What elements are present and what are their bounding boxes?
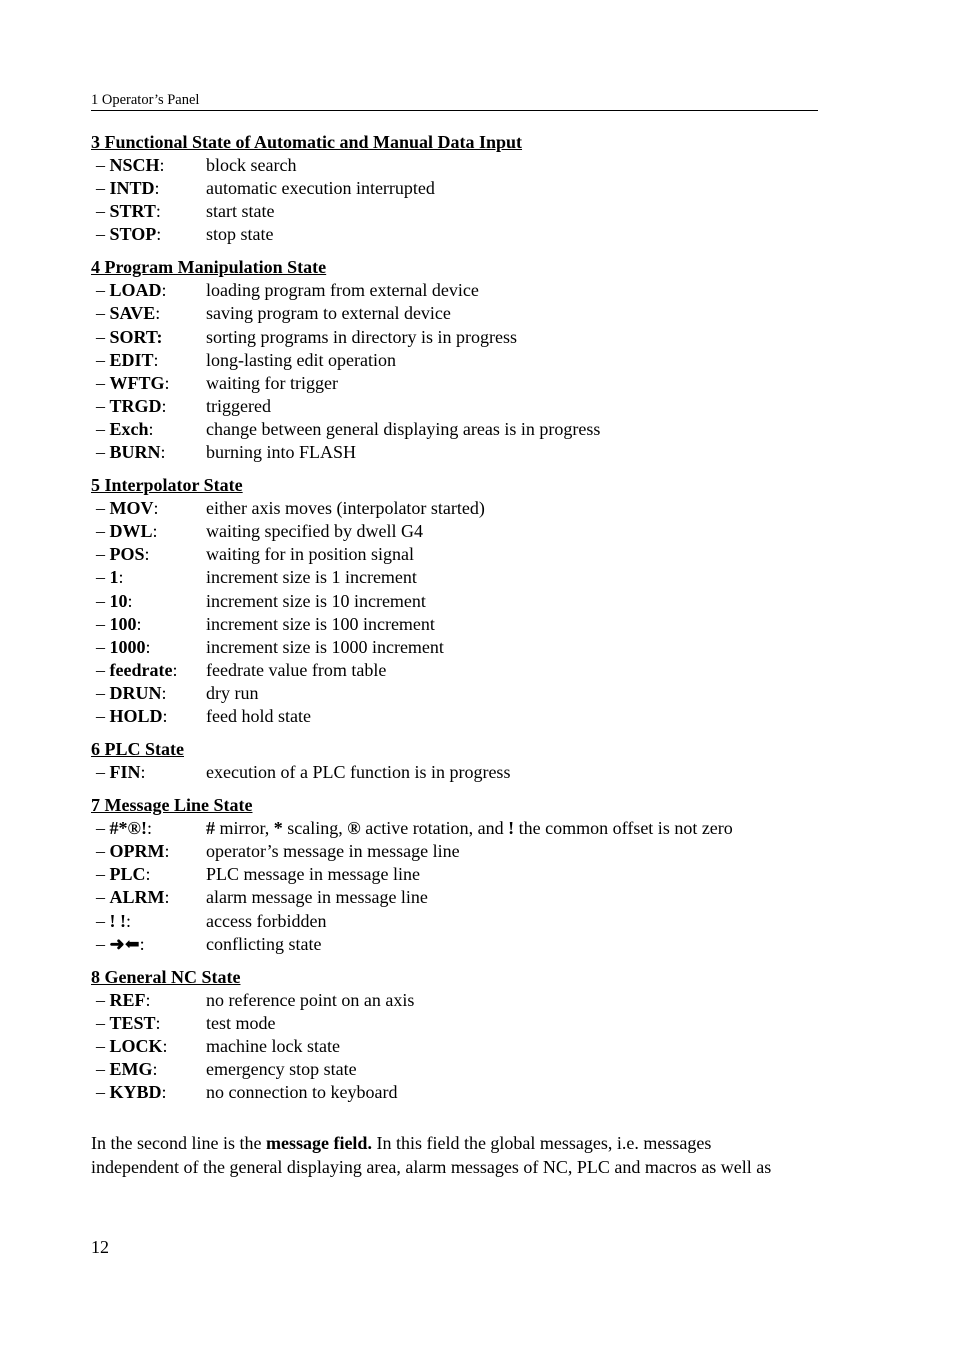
state-item (91, 1035, 831, 1058)
state-description (206, 817, 831, 840)
item-colon: : (145, 636, 151, 657)
state-item (91, 566, 831, 589)
state-item (91, 1058, 831, 1081)
state-description: test mode (206, 1012, 276, 1033)
state-code-label: INTD (109, 178, 155, 199)
state-description: feed hold state (206, 705, 311, 726)
item-colon: : (172, 659, 178, 680)
section (91, 474, 831, 728)
item-colon: : (144, 544, 150, 565)
state-item (91, 223, 831, 246)
item-colon: : (164, 372, 170, 393)
state-description: waiting for trigger (206, 372, 338, 393)
state-code (91, 200, 206, 223)
state-item (91, 177, 831, 200)
item-dash: – (96, 659, 110, 680)
state-item (91, 659, 831, 682)
state-code (91, 372, 206, 395)
item-dash: – (96, 442, 110, 463)
item-colon: : (145, 864, 151, 885)
state-item (91, 682, 831, 705)
state-code (91, 705, 206, 728)
item-dash: – (96, 178, 110, 199)
state-code (91, 1012, 206, 1035)
state-code (91, 989, 206, 1012)
state-item (91, 910, 831, 933)
item-dash: – (96, 1059, 110, 1079)
state-description: operator’s message in message line (206, 841, 460, 862)
state-item (91, 543, 831, 566)
description-symbol: * (273, 818, 283, 839)
item-colon: : (164, 841, 170, 862)
section-title: 8 General NC State (91, 966, 241, 987)
state-code (91, 636, 206, 659)
state-code-label: POS (109, 544, 145, 565)
paragraph-text-3: independent of the general displaying area, alarm messages of NC, PLC and macros as well as (91, 1156, 772, 1177)
item-dash: – (96, 1035, 110, 1056)
state-code-label: SORT: (109, 326, 163, 347)
state-item (91, 590, 831, 613)
state-code-label: SAVE (109, 303, 156, 324)
item-colon: : (118, 567, 124, 588)
item-colon: : (155, 303, 161, 324)
state-item (91, 372, 831, 395)
state-description: long-lasting edit operation (206, 349, 396, 370)
item-colon: : (148, 418, 154, 439)
item-colon: : (161, 395, 167, 416)
state-description: either axis moves (interpolator started) (206, 498, 485, 519)
item-colon: : (140, 762, 146, 783)
state-code-label: 1000 (109, 636, 146, 657)
state-item (91, 761, 831, 784)
state-code (91, 886, 206, 909)
state-description: loading program from external device (206, 280, 479, 301)
item-dash: – (96, 989, 110, 1010)
state-item (91, 497, 831, 520)
state-code-label: DRUN (109, 682, 162, 703)
item-dash: – (96, 418, 110, 439)
state-item (91, 200, 831, 223)
state-description: machine lock state (206, 1035, 340, 1056)
state-description: PLC message in message line (206, 864, 420, 885)
item-colon: : (136, 613, 142, 634)
item-colon: : (152, 521, 158, 542)
section-title: 5 Interpolator State (91, 475, 243, 496)
state-description: increment size is 1000 increment (206, 636, 444, 657)
item-dash: – (96, 224, 110, 245)
state-item (91, 395, 831, 418)
state-description: saving program to external device (206, 303, 451, 324)
item-dash: – (96, 349, 110, 370)
page-number: 12 (91, 1237, 109, 1257)
section-title: 7 Message Line State (91, 795, 253, 816)
item-dash: – (96, 590, 110, 611)
item-colon: : (153, 349, 159, 370)
item-colon: : (153, 498, 159, 519)
state-code (91, 590, 206, 613)
state-code-label: LOCK (109, 1035, 163, 1056)
state-item (91, 302, 831, 325)
item-dash: – (96, 887, 110, 908)
state-code-label: STOP (109, 224, 157, 245)
state-code (91, 520, 206, 543)
state-description: conflicting state (206, 933, 322, 954)
state-code (91, 497, 206, 520)
state-code (91, 659, 206, 682)
description-symbol: # (206, 818, 215, 839)
state-code (91, 761, 206, 784)
state-description: increment size is 1 increment (206, 567, 417, 588)
state-item (91, 989, 831, 1012)
item-dash: – (96, 544, 110, 565)
state-code (91, 566, 206, 589)
item-dash: – (96, 636, 110, 657)
state-code-label: 100 (109, 613, 137, 634)
paragraph-text-2: In this field the global messages, i.e. messages (371, 1133, 712, 1153)
state-code (91, 279, 206, 302)
state-description: no connection to keyboard (206, 1082, 398, 1103)
paragraph-bold-term: message field. (265, 1133, 372, 1153)
item-dash: – (96, 1082, 110, 1103)
state-description: triggered (206, 395, 271, 416)
state-item (91, 636, 831, 659)
item-colon: : (127, 590, 133, 611)
state-description: feedrate value from table (206, 659, 387, 680)
state-code-label: ➜⬅ (109, 933, 140, 954)
state-code-label: FIN (109, 762, 141, 783)
state-code-label: KYBD (109, 1082, 162, 1103)
state-code-label: MOV (109, 498, 154, 519)
state-code-label: NSCH (109, 155, 160, 175)
item-colon: : (161, 682, 167, 703)
state-item (91, 705, 831, 728)
state-code-label: Exch (109, 418, 149, 439)
paragraph-text-1: In the second line is the (91, 1133, 266, 1153)
item-dash: – (96, 567, 110, 588)
state-code (91, 441, 206, 464)
section (91, 738, 831, 784)
state-code (91, 817, 206, 840)
state-description: increment size is 10 increment (206, 590, 426, 611)
state-description: sorting programs in directory is in progress (206, 326, 517, 347)
state-description: waiting for in position signal (206, 544, 414, 565)
item-dash: – (96, 682, 110, 703)
state-code-label: TRGD (109, 395, 162, 416)
description-text: active rotation, and (360, 818, 509, 839)
state-item (91, 441, 831, 464)
state-code (91, 418, 206, 441)
item-colon: : (160, 442, 166, 463)
item-colon: : (156, 224, 162, 245)
item-colon: : (155, 201, 161, 222)
item-dash: – (96, 864, 110, 885)
section-title: 3 Functional State of Automatic and Manual Data Input (91, 132, 523, 152)
state-list-content (91, 131, 831, 1114)
message-field-paragraph (91, 1132, 831, 1179)
state-description: dry run (206, 682, 259, 703)
description-text: the common offset is not zero (514, 818, 733, 839)
item-dash: – (96, 818, 110, 839)
section (91, 256, 831, 464)
item-dash: – (96, 1012, 110, 1033)
state-code (91, 302, 206, 325)
state-code (91, 326, 206, 349)
description-text: scaling, (282, 818, 348, 839)
item-colon: : (162, 1035, 168, 1056)
item-dash: – (96, 910, 110, 931)
item-colon: : (152, 1059, 158, 1079)
state-description: burning into FLASH (206, 442, 357, 463)
state-code-label: ! ! (109, 910, 126, 931)
item-dash: – (96, 705, 110, 726)
running-header-title: 1 Operator’s Panel (91, 92, 200, 108)
state-code-label: 10 (109, 590, 128, 611)
section-title: 4 Program Manipulation State (91, 257, 327, 278)
state-code (91, 395, 206, 418)
state-code-label: OPRM (109, 841, 165, 862)
state-code-label: DWL (109, 521, 153, 542)
state-code-label: WFTG (109, 372, 165, 393)
description-symbol: ® (347, 818, 361, 839)
item-colon: : (161, 280, 167, 301)
description-text: mirror, (215, 818, 274, 839)
state-code-label: STRT (109, 201, 156, 222)
state-code (91, 933, 206, 956)
state-code (91, 1035, 206, 1058)
state-code-label: REF (109, 989, 146, 1010)
state-code (91, 1058, 206, 1081)
state-description: automatic execution interrupted (206, 178, 435, 199)
state-code-label: TEST (109, 1012, 156, 1033)
state-item (91, 1012, 831, 1035)
item-dash: – (96, 326, 110, 347)
state-item (91, 840, 831, 863)
item-colon: : (146, 818, 152, 839)
state-item (91, 933, 831, 956)
state-item (91, 279, 831, 302)
state-code (91, 349, 206, 372)
state-description: block search (206, 155, 297, 175)
item-dash: – (96, 280, 110, 301)
state-code-label: LOAD (109, 280, 162, 301)
state-item (91, 154, 831, 177)
state-description: stop state (206, 224, 274, 245)
section-title: 6 PLC State (91, 739, 184, 760)
state-description: access forbidden (206, 910, 327, 931)
state-code (91, 543, 206, 566)
state-code (91, 1081, 206, 1104)
item-colon: : (162, 705, 168, 726)
state-code-label: PLC (109, 864, 146, 885)
state-description: alarm message in message line (206, 887, 428, 908)
item-colon: : (155, 1012, 161, 1033)
state-item (91, 1081, 831, 1104)
item-dash: – (96, 372, 110, 393)
state-code-label: feedrate (109, 659, 173, 680)
state-description: increment size is 100 increment (206, 613, 435, 634)
description-symbol: ! (508, 818, 515, 839)
item-colon: : (139, 933, 145, 954)
state-item (91, 349, 831, 372)
running-header (91, 91, 818, 111)
state-item (91, 520, 831, 543)
state-description: emergency stop state (206, 1059, 357, 1079)
item-dash: – (96, 498, 110, 519)
item-dash: – (96, 201, 110, 222)
section (91, 131, 831, 246)
state-code-label: 1 (109, 567, 119, 588)
state-item (91, 326, 831, 349)
state-code (91, 682, 206, 705)
state-description: waiting specified by dwell G4 (206, 521, 423, 542)
state-code (91, 177, 206, 200)
state-item (91, 418, 831, 441)
state-code-label: EDIT (109, 349, 154, 370)
item-dash: – (96, 521, 110, 542)
state-code-label: ALRM (109, 887, 165, 908)
state-item (91, 613, 831, 636)
item-dash: – (96, 303, 110, 324)
state-code (91, 863, 206, 886)
state-code (91, 223, 206, 246)
state-code-label: BURN (109, 442, 161, 463)
state-code (91, 910, 206, 933)
state-code-label: #*®! (109, 818, 147, 839)
item-colon: : (154, 178, 160, 199)
item-dash: – (96, 762, 110, 783)
state-description: change between general displaying areas is in progress (206, 418, 601, 439)
state-item (91, 817, 831, 840)
item-dash: – (96, 933, 110, 954)
state-description: execution of a PLC function is in progress (206, 762, 511, 783)
state-description: start state (206, 201, 275, 222)
state-description: no reference point on an axis (206, 989, 415, 1010)
item-colon: : (159, 155, 165, 175)
item-dash: – (96, 155, 110, 175)
item-dash: – (96, 613, 110, 634)
item-dash: – (96, 841, 110, 862)
state-code-label: HOLD (109, 705, 163, 726)
state-code-label: EMG (109, 1059, 153, 1079)
section (91, 794, 831, 956)
state-item (91, 886, 831, 909)
item-colon: : (161, 1082, 167, 1103)
state-code (91, 154, 206, 177)
section (91, 966, 831, 1104)
item-dash: – (96, 395, 110, 416)
state-item (91, 863, 831, 886)
item-colon: : (164, 887, 170, 908)
state-code (91, 840, 206, 863)
state-code (91, 613, 206, 636)
item-colon: : (145, 989, 151, 1010)
item-colon: : (126, 910, 132, 931)
